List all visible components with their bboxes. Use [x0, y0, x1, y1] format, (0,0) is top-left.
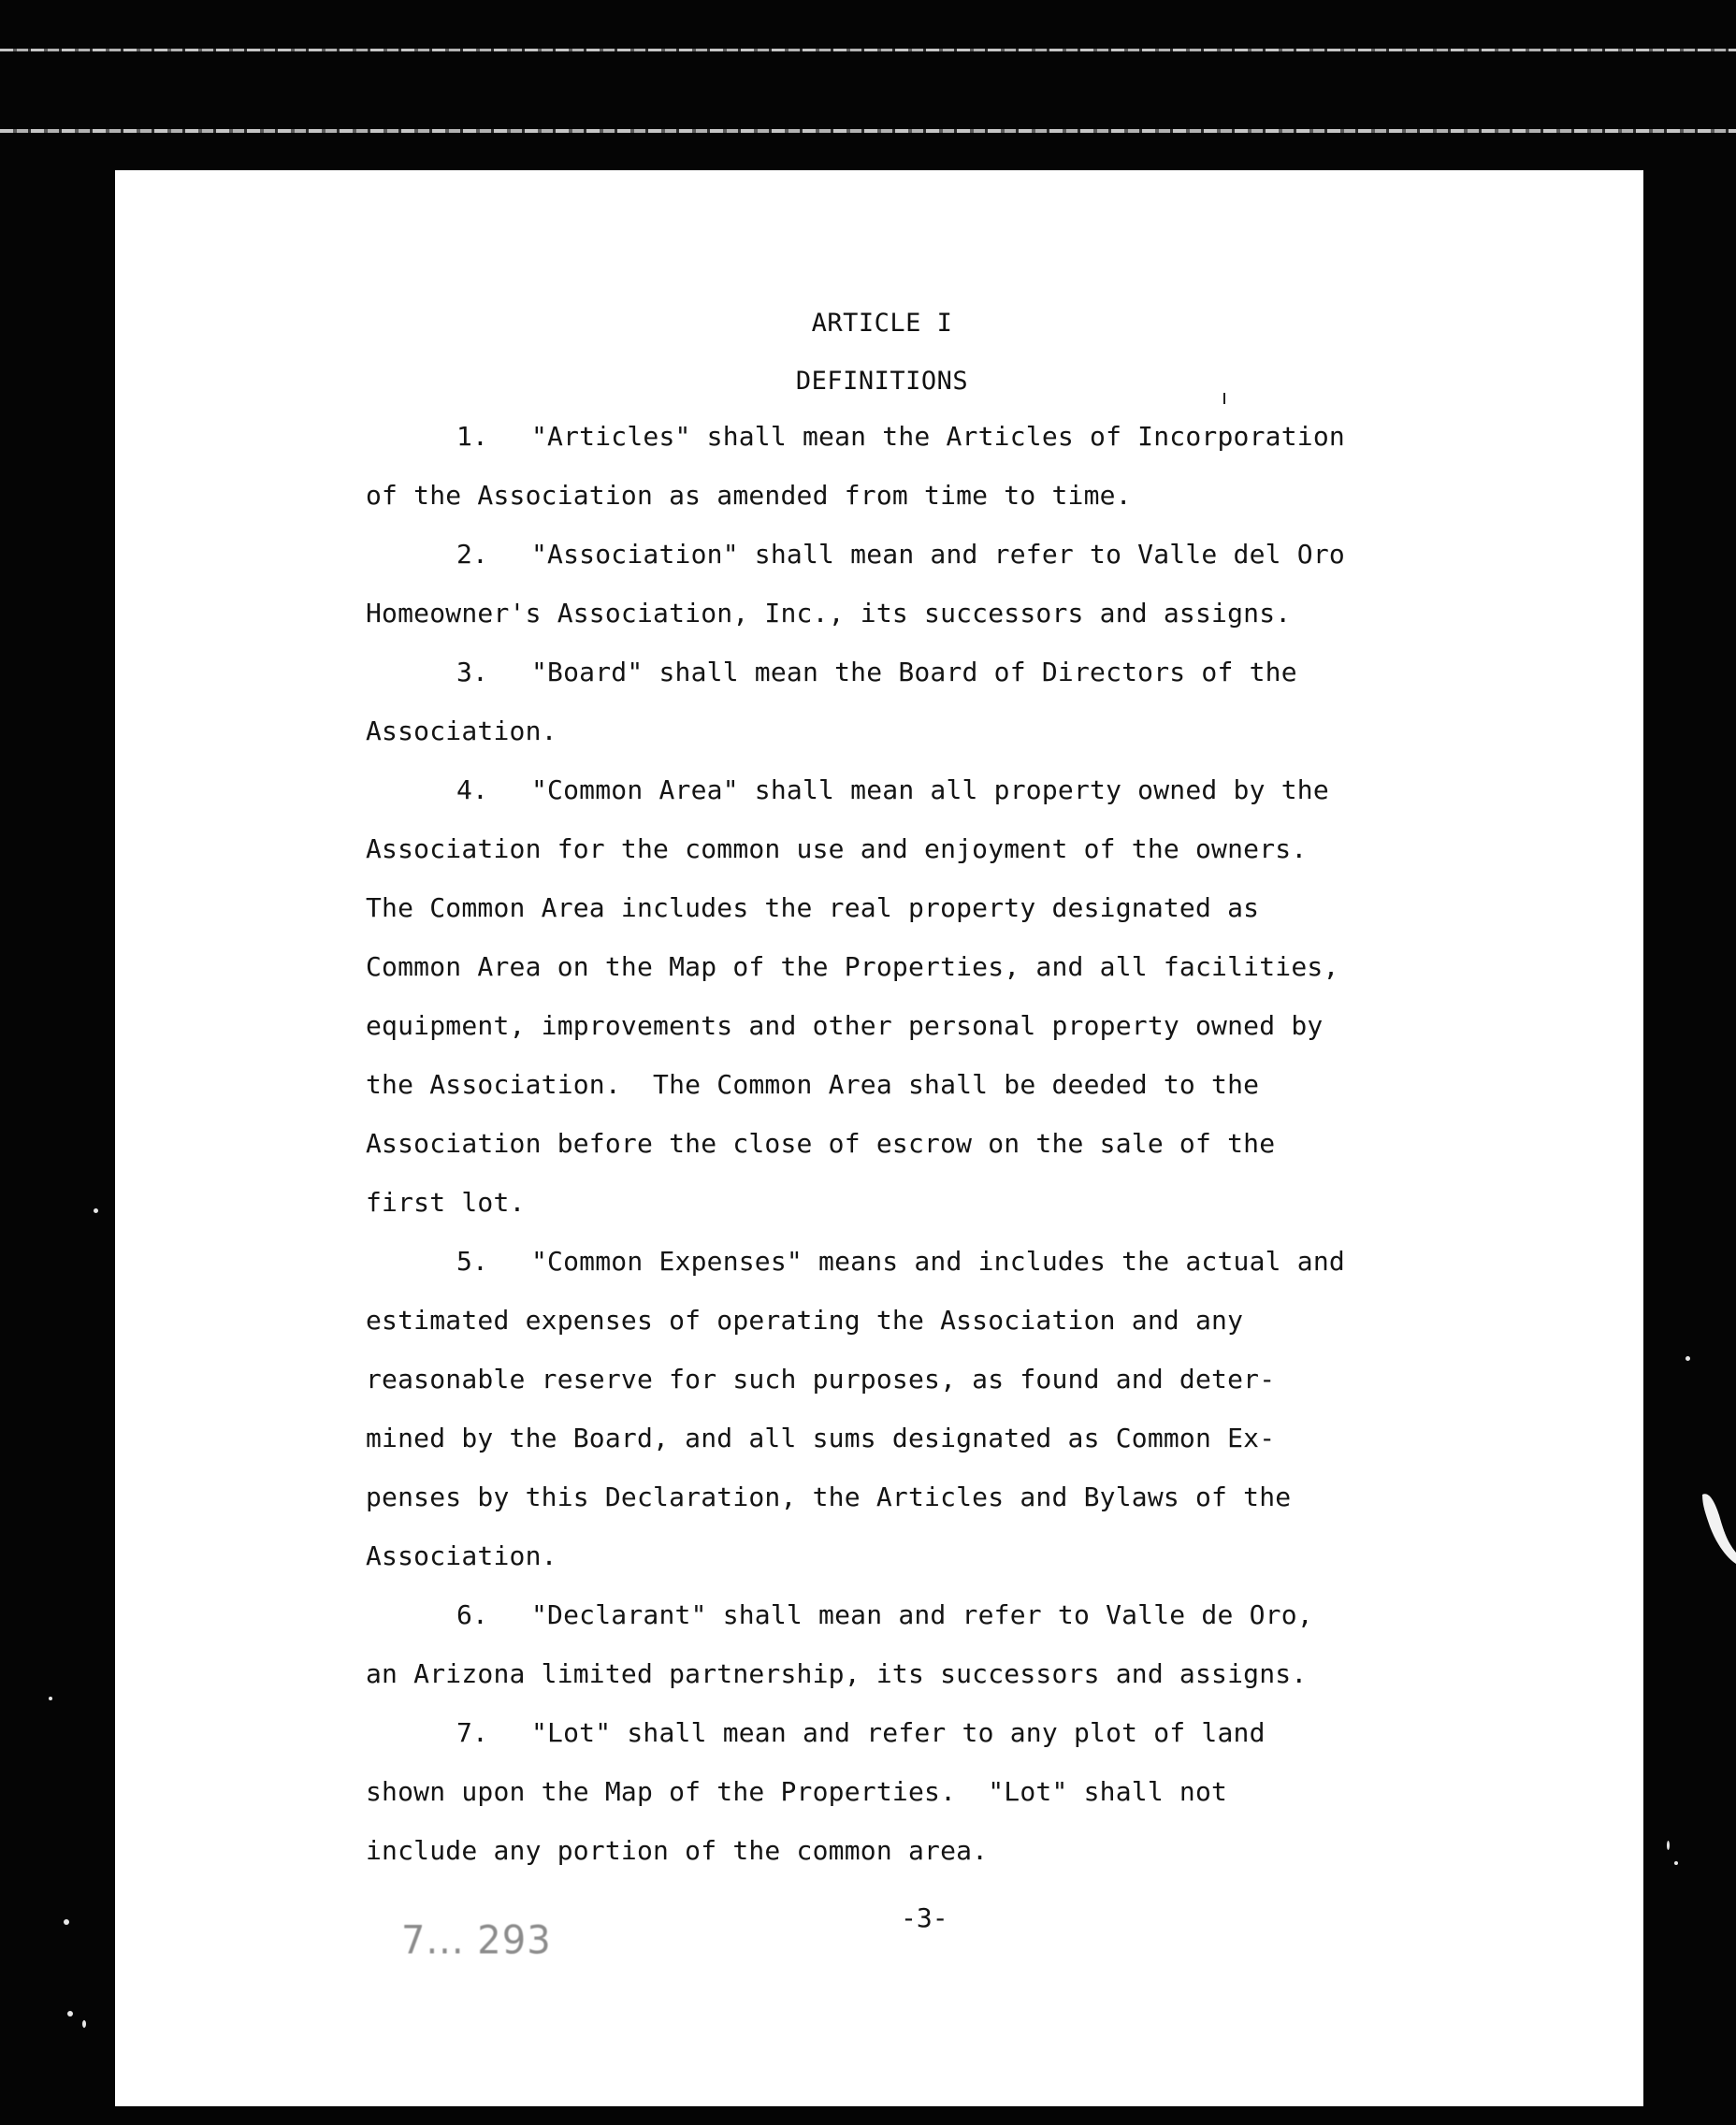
definition-text: "Declarant" shall mean and refer to Valle de Oro,	[531, 1599, 1313, 1630]
page-number: -3-	[901, 1902, 948, 1933]
scan-edge-line-top	[0, 49, 1736, 51]
scan-speck	[67, 2011, 73, 2017]
definition-number: 7.	[456, 1717, 489, 1748]
scan-speck	[82, 2020, 86, 2028]
definition-line: the Association. The Common Area shall be deeded to the	[366, 1069, 1260, 1100]
scan-speck	[1667, 1841, 1670, 1850]
document-page	[115, 170, 1643, 2106]
definition-text: "Board" shall mean the Board of Directors of the	[531, 657, 1297, 687]
section-title: DEFINITIONS	[795, 367, 969, 396]
definition-text: "Association" shall mean and refer to Valle del Oro	[531, 539, 1345, 570]
scan-speck	[94, 1208, 98, 1213]
definition-line: Association for the common use and enjoyment of the owners.	[366, 833, 1308, 864]
definition-text: "Lot" shall mean and refer to any plot of land	[531, 1717, 1266, 1748]
definition-line: reasonable reserve for such purposes, as found and deter-	[366, 1364, 1276, 1395]
definition-line: shown upon the Map of the Properties. "Lot" shall not	[366, 1776, 1228, 1807]
definition-line	[456, 1717, 1266, 1748]
document-stamp: 7... 293	[401, 1917, 552, 1964]
definition-line: Homeowner's Association, Inc., its successors and assigns.	[366, 598, 1292, 629]
definition-number: 6.	[456, 1599, 489, 1630]
definition-line	[456, 539, 1345, 570]
definition-line: The Common Area includes the real property designated as	[366, 892, 1260, 923]
definition-line	[456, 1599, 1313, 1630]
article-title: ARTICLE I	[811, 309, 953, 338]
definition-line	[456, 774, 1329, 805]
definition-text: "Common Expenses" means and includes the actual and	[531, 1246, 1345, 1277]
scan-speck	[1685, 1356, 1690, 1361]
definition-line: Association before the close of escrow on the sale of the	[366, 1128, 1276, 1159]
definition-text: "Articles" shall mean the Articles of Incorporation	[531, 421, 1345, 452]
definition-line: an Arizona limited partnership, its successors and assigns.	[366, 1658, 1308, 1689]
definition-number: 4.	[456, 774, 489, 805]
definition-line: include any portion of the common area.	[366, 1835, 989, 1866]
stray-mark	[1223, 393, 1225, 404]
definition-line: equipment, improvements and other personal property owned by	[366, 1010, 1324, 1041]
definition-number: 1.	[456, 421, 489, 452]
definition-number: 3.	[456, 657, 489, 687]
definition-line: Common Area on the Map of the Properties, and all facilities,	[366, 951, 1339, 982]
definition-line	[456, 421, 1345, 452]
definition-text: "Common Area" shall mean all property owned by the	[531, 774, 1329, 805]
definition-line: Association.	[366, 716, 557, 746]
scan-speck	[1674, 1861, 1678, 1865]
definition-line	[456, 1246, 1345, 1277]
definition-line: first lot.	[366, 1187, 526, 1218]
definition-line: mined by the Board, and all sums designated as Common Ex-	[366, 1423, 1276, 1453]
definition-number: 5.	[456, 1246, 489, 1277]
definition-line	[456, 659, 1297, 686]
scan-edge-line-bottom	[0, 129, 1736, 133]
scan-speck	[49, 1697, 52, 1700]
scan-speck	[64, 1919, 69, 1925]
scan-smudge	[1702, 1487, 1736, 1567]
definition-number: 2.	[456, 539, 489, 570]
definition-line: of the Association as amended from time to time.	[366, 480, 1132, 511]
definition-line: estimated expenses of operating the Association and any	[366, 1305, 1244, 1336]
definition-line: penses by this Declaration, the Articles and Bylaws of the	[366, 1482, 1292, 1512]
definition-line: Association.	[366, 1540, 557, 1571]
